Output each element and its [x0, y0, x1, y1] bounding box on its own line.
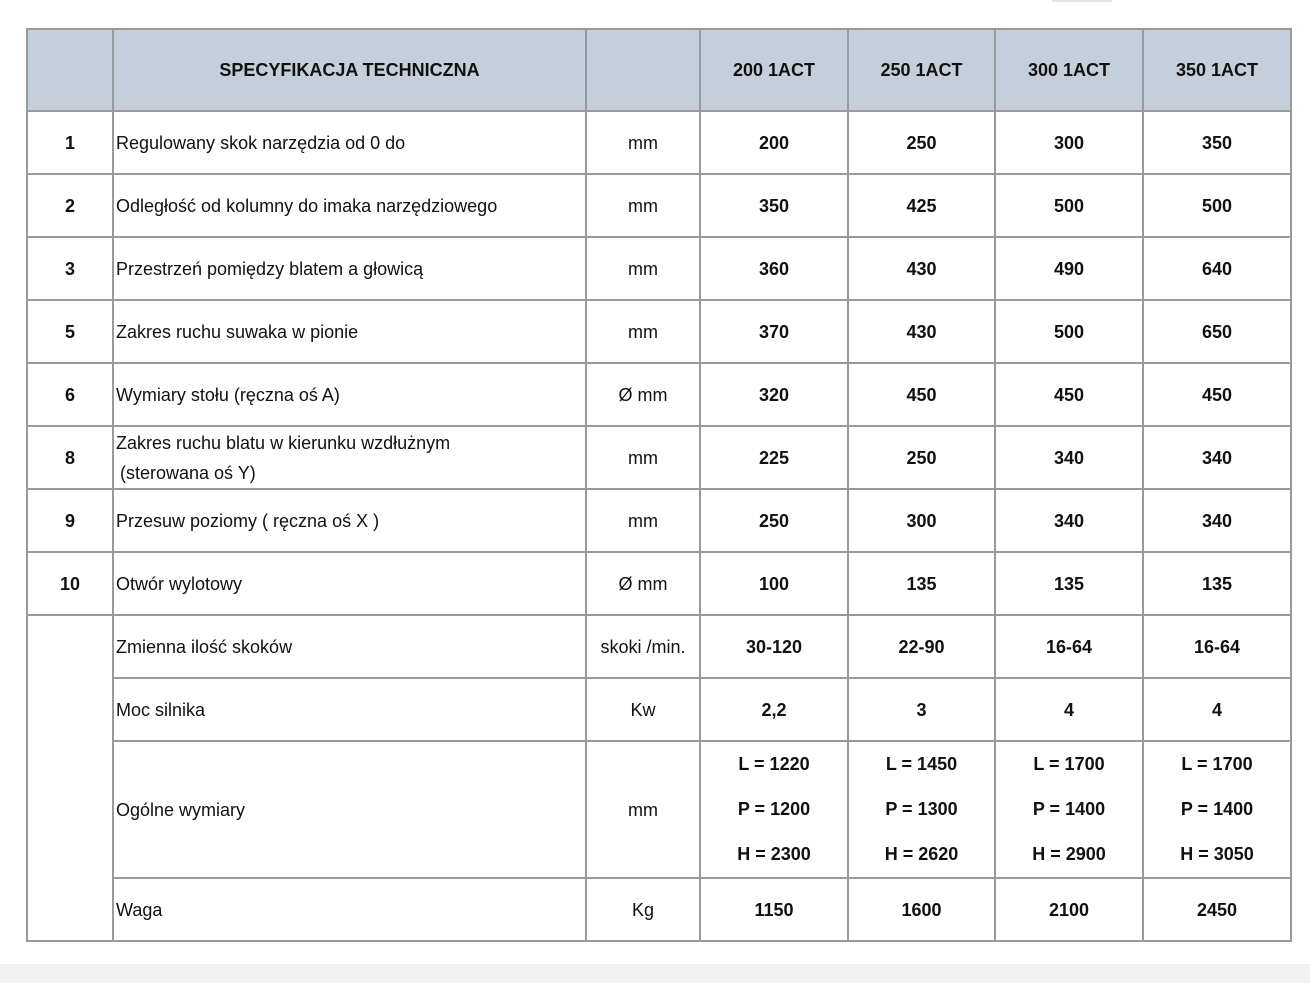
top-edge-mark: [1052, 0, 1112, 2]
table-row: [27, 615, 1291, 678]
row-value-stack: [1143, 741, 1291, 878]
row-number: 10: [27, 552, 113, 615]
row-unit: mm: [586, 426, 700, 489]
row-value: 360: [700, 237, 848, 300]
row-value: 250: [700, 489, 848, 552]
row-number: 1: [27, 111, 113, 174]
header-num-cell: [27, 29, 113, 111]
row-unit: mm: [586, 111, 700, 174]
row-description: Waga: [113, 878, 586, 941]
header-model-3: 300 1ACT: [995, 29, 1143, 111]
header-title: SPECYFIKACJA TECHNICZNA: [113, 29, 586, 111]
dimension-width: P = 1400: [1180, 799, 1254, 819]
table-row: [27, 300, 1291, 363]
row-description: Zakres ruchu suwaka w pionie: [113, 300, 586, 363]
header-model-1: 200 1ACT: [700, 29, 848, 111]
row-unit: Kg: [586, 878, 700, 941]
row-value: 300: [995, 111, 1143, 174]
row-unit: mm: [586, 174, 700, 237]
row-value: 135: [848, 552, 995, 615]
header-model-4: 350 1ACT: [1143, 29, 1291, 111]
row-value: 16-64: [995, 615, 1143, 678]
row-value: 1150: [700, 878, 848, 941]
row-number-empty: [27, 615, 113, 941]
row-value: 300: [848, 489, 995, 552]
row-value: 450: [995, 363, 1143, 426]
dimension-length: L = 1450: [885, 754, 958, 774]
row-value: 2100: [995, 878, 1143, 941]
header-model-2: 250 1ACT: [848, 29, 995, 111]
table-row: [27, 489, 1291, 552]
row-value: 1600: [848, 878, 995, 941]
dimension-width: P = 1300: [885, 799, 958, 819]
table-row: [27, 174, 1291, 237]
row-unit: Ø mm: [586, 363, 700, 426]
row-value: 490: [995, 237, 1143, 300]
spec-table: [26, 28, 1292, 942]
header-row: [27, 29, 1291, 111]
table-row: [27, 878, 1291, 941]
row-number: 3: [27, 237, 113, 300]
row-description-line: (sterowana oś Y): [120, 462, 256, 483]
row-description: Przesuw poziomy ( ręczna oś X ): [113, 489, 586, 552]
row-value: 320: [700, 363, 848, 426]
row-value-stack: [848, 741, 995, 878]
row-value: 450: [1143, 363, 1291, 426]
row-unit: Kw: [586, 678, 700, 741]
row-unit: Ø mm: [586, 552, 700, 615]
row-unit: mm: [586, 300, 700, 363]
row-value: 500: [995, 174, 1143, 237]
header-unit-cell: [586, 29, 700, 111]
row-value: 2,2: [700, 678, 848, 741]
dimension-length: L = 1220: [738, 754, 810, 774]
row-value: 430: [848, 237, 995, 300]
row-value: 340: [1143, 489, 1291, 552]
row-value: 4: [1143, 678, 1291, 741]
row-description: Regulowany skok narzędzia od 0 do: [113, 111, 586, 174]
dimension-length: L = 1700: [1033, 754, 1105, 774]
row-number: 6: [27, 363, 113, 426]
table-row: [27, 741, 1291, 878]
row-value: 16-64: [1143, 615, 1291, 678]
row-value: 340: [1143, 426, 1291, 489]
row-value: 135: [1143, 552, 1291, 615]
page-bottom-strip: [0, 964, 1310, 983]
dimension-width: P = 1200: [737, 799, 811, 819]
table-row: [27, 363, 1291, 426]
dimension-height: H = 2620: [884, 844, 959, 864]
row-value-stack: [700, 741, 848, 878]
row-value: 250: [848, 111, 995, 174]
row-value: 2450: [1143, 878, 1291, 941]
row-unit: skoki /min.: [586, 615, 700, 678]
table-row: [27, 552, 1291, 615]
row-value: 4: [995, 678, 1143, 741]
row-description: [113, 426, 586, 489]
table-row: [27, 426, 1291, 489]
row-unit: mm: [586, 741, 700, 878]
row-description: Zmienna ilość skoków: [113, 615, 586, 678]
table-row: [27, 237, 1291, 300]
row-number: 5: [27, 300, 113, 363]
table-row: [27, 111, 1291, 174]
row-description: Otwór wylotowy: [113, 552, 586, 615]
row-value: 30-120: [700, 615, 848, 678]
row-description: Wymiary stołu (ręczna oś A): [113, 363, 586, 426]
row-value: 340: [995, 489, 1143, 552]
row-number: 2: [27, 174, 113, 237]
row-value: 350: [700, 174, 848, 237]
row-description: Moc silnika: [113, 678, 586, 741]
row-value: 350: [1143, 111, 1291, 174]
row-value: 100: [700, 552, 848, 615]
row-description-line: Zakres ruchu blatu w kierunku wzdłużnym: [116, 432, 451, 453]
row-value: 450: [848, 363, 995, 426]
dimension-width: P = 1400: [1032, 799, 1106, 819]
row-value: 500: [995, 300, 1143, 363]
row-value: 370: [700, 300, 848, 363]
row-value: 225: [700, 426, 848, 489]
row-value-stack: [995, 741, 1143, 878]
row-value: 250: [848, 426, 995, 489]
row-value: 340: [995, 426, 1143, 489]
row-value: 425: [848, 174, 995, 237]
row-value: 430: [848, 300, 995, 363]
table-row: [27, 678, 1291, 741]
row-value: 22-90: [848, 615, 995, 678]
dimension-height: H = 3050: [1180, 844, 1254, 864]
row-value: 640: [1143, 237, 1291, 300]
row-description: Ogólne wymiary: [113, 741, 586, 878]
row-value: 200: [700, 111, 848, 174]
row-unit: mm: [586, 489, 700, 552]
row-value: 135: [995, 552, 1143, 615]
row-description: Odległość od kolumny do imaka narzędziowego: [113, 174, 586, 237]
row-number: 8: [27, 426, 113, 489]
row-value: 650: [1143, 300, 1291, 363]
dimension-length: L = 1700: [1181, 754, 1253, 774]
row-description: Przestrzeń pomiędzy blatem a głowicą: [113, 237, 586, 300]
dimension-height: H = 2300: [737, 844, 811, 864]
row-value: 500: [1143, 174, 1291, 237]
dimension-height: H = 2900: [1032, 844, 1106, 864]
row-number: 9: [27, 489, 113, 552]
row-value: 3: [848, 678, 995, 741]
row-unit: mm: [586, 237, 700, 300]
